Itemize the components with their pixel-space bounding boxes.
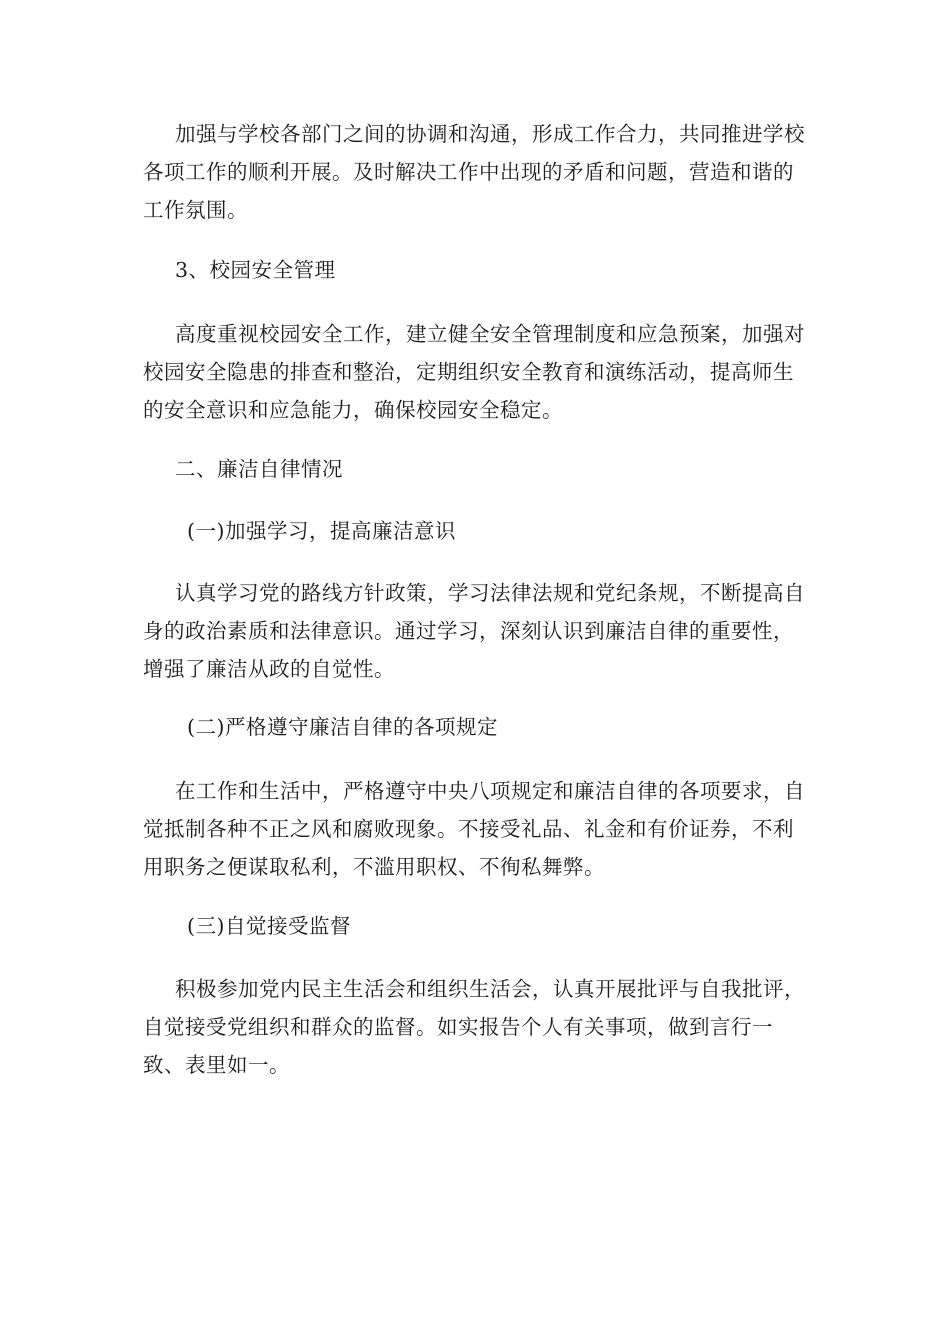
- subheading-study: (一)加强学习，提高廉洁意识: [187, 519, 456, 543]
- subheading-supervision: (三)自觉接受监督: [187, 914, 351, 938]
- paragraph-study: 认真学习党的路线方针政策，学习法律法规和党纪条规，不断提高自身的政治素质和法律意识。通过学习，深刻认识到廉洁自律的重要性，增强了廉洁从政的自觉性。: [143, 581, 805, 681]
- paragraph-regulations: 在工作和生活中，严格遵守中央八项规定和廉洁自律的各项要求，自觉抵制各种不正之风和腐败现象。不接受礼品、礼金和有价证券，不利用职务之便谋取私利，不滥用职权、不徇私舞弊。: [143, 779, 805, 879]
- paragraph-supervision: 积极参加党内民主生活会和组织生活会，认真开展批评与自我批评，自觉接受党组织和群众的监督。如实报告个人有关事项，做到言行一致、表里如一。: [143, 977, 805, 1077]
- heading-integrity-discipline: 二、廉洁自律情况: [175, 457, 343, 481]
- paragraph-coordination: 加强与学校各部门之间的协调和沟通，形成工作合力，共同推进学校各项工作的顺利开展。及时解决工作中出现的矛盾和问题，营造和谐的工作氛围。: [143, 122, 805, 222]
- heading-campus-safety: 3、校园安全管理: [175, 258, 336, 282]
- subheading-regulations: (二)严格遵守廉洁自律的各项规定: [187, 715, 498, 739]
- paragraph-campus-safety: 高度重视校园安全工作，建立健全安全管理制度和应急预案，加强对校园安全隐患的排查和整治，定期组织安全教育和演练活动，提高师生的安全意识和应急能力，确保校园安全稳定。: [143, 322, 805, 422]
